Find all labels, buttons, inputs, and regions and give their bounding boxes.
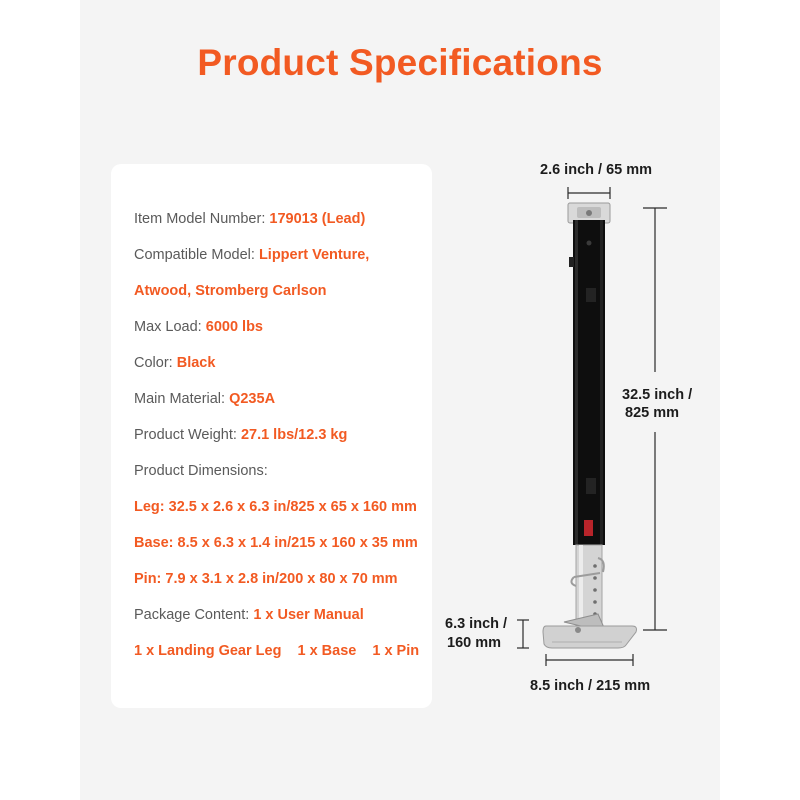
spec-package-item-1: 1 x User Manual (253, 607, 364, 623)
spec-package-label: Package Content: (134, 607, 250, 623)
spec-load-value: 6000 lbs (205, 319, 263, 335)
page-title: Product Specifications (197, 42, 603, 83)
spec-model-label: Item Model Number: (134, 211, 266, 227)
spec-weight-value: 27.1 lbs/12.3 kg (240, 427, 348, 443)
leg-base-plate (543, 614, 637, 648)
spec-dim-leg-value: Leg: 32.5 x 2.6 x 6.3 in/825 x 65 x 160 mm (134, 499, 417, 515)
base-width-label: 8.5 inch / 215 mm (530, 678, 651, 694)
spec-weight-label: Product Weight: (134, 427, 237, 443)
spec-color-label: Color: (134, 355, 173, 371)
base-width-dimension (546, 654, 633, 666)
spec-compatible-value: Lippert Venture, (258, 247, 370, 263)
leg-tube (569, 220, 605, 545)
base-height-label-line2: 160 mm (447, 635, 502, 651)
spec-material-label: Main Material: (134, 391, 226, 407)
spec-package-item-4: 1 x Pin (372, 643, 420, 659)
top-width-label: 2.6 inch / 65 mm (540, 162, 653, 178)
base-height-label-line1: 6.3 inch / (445, 616, 508, 632)
spec-dim-base-value: Base: 8.5 x 6.3 x 1.4 in/215 x 160 x 35 mm (134, 535, 418, 551)
spec-compatible-value-2: Atwood, Stromberg Carlson (134, 283, 327, 299)
spec-package-item-2: 1 x Landing Gear Leg (134, 643, 282, 659)
height-label-line2: 825 mm (625, 405, 680, 421)
brand-label-icon (584, 520, 593, 536)
top-width-dimension (568, 187, 610, 199)
spec-material-value: Q235A (229, 391, 276, 407)
base-height-dimension (517, 620, 529, 648)
leg-inner-tube (576, 545, 602, 625)
spec-dim-pin-value: Pin: 7.9 x 3.1 x 2.8 in/200 x 80 x 70 mm (134, 571, 398, 587)
spec-load-label: Max Load: (134, 319, 202, 335)
spec-compatible-label: Compatible Model: (134, 247, 255, 263)
spec-color-value: Black (176, 355, 216, 371)
spec-dimensions-label: Product Dimensions: (134, 463, 268, 479)
spec-package-item-3: 1 x Base (297, 643, 357, 659)
spec-model-value: 179013 (Lead) (269, 211, 366, 227)
height-label-line1: 32.5 inch / (622, 387, 693, 403)
